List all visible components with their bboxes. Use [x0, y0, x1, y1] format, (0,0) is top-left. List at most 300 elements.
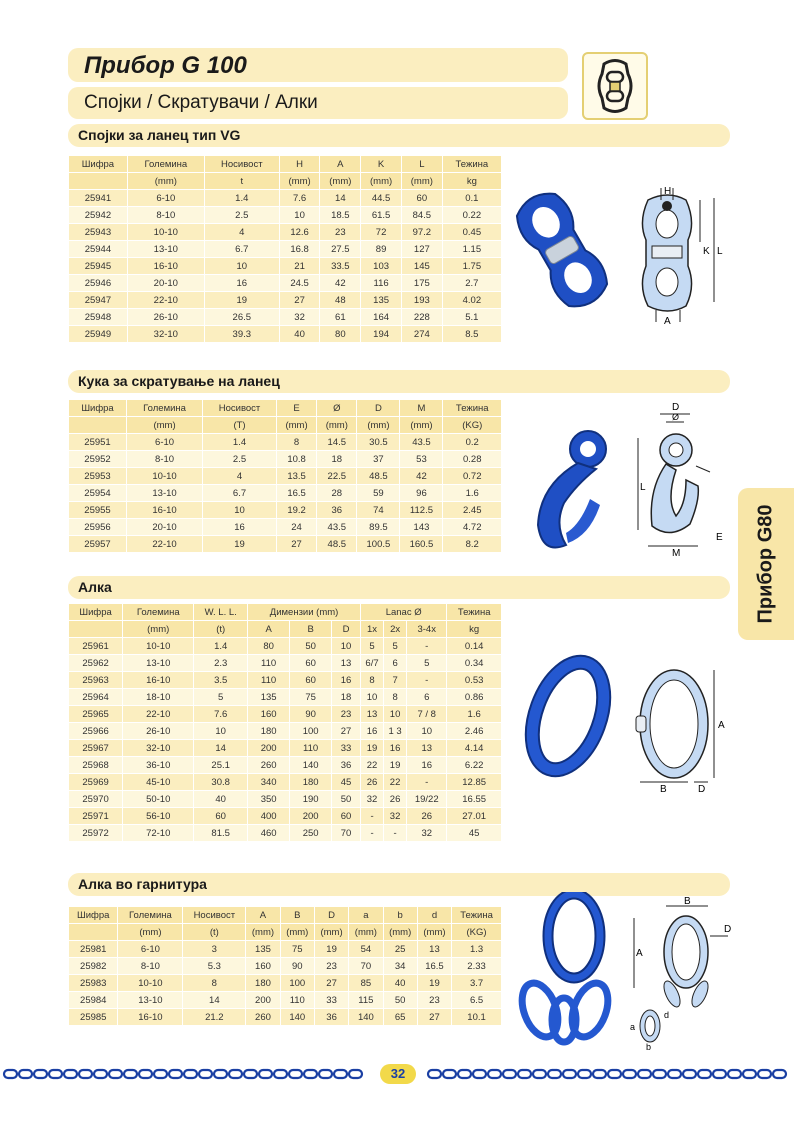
chain-link — [79, 1070, 92, 1078]
table-cell: 16.5 — [276, 485, 316, 502]
side-tab-label: Прибор G80 — [754, 504, 777, 624]
table-cell: 25944 — [69, 241, 128, 258]
table-cell: 3 — [183, 941, 246, 958]
col-unit: (mm) — [280, 924, 314, 941]
set-spec-table — [68, 906, 502, 1026]
table-cell: 27.5 — [320, 241, 361, 258]
table-cell: 175 — [401, 275, 442, 292]
dim-label-k: K — [703, 246, 710, 257]
table-cell: 89.5 — [357, 519, 400, 536]
col-header: W. L. L. — [194, 604, 248, 621]
table-cell: 460 — [248, 825, 290, 842]
section-header-hook — [68, 370, 730, 393]
table-cell: 45-10 — [123, 774, 194, 791]
table-cell: 6.7 — [204, 241, 279, 258]
table-cell: 25953 — [69, 468, 127, 485]
table-cell: 13 — [417, 941, 451, 958]
table-cell: 40 — [194, 791, 248, 808]
table-row — [69, 808, 502, 825]
table-cell: 25968 — [69, 757, 123, 774]
col-header: Димензии (mm) — [248, 604, 361, 621]
col-header: Шифра — [69, 604, 123, 621]
col-header: Големина — [118, 907, 183, 924]
dim-label-a: A — [718, 720, 725, 731]
table-cell: 32 — [279, 309, 320, 326]
table-cell: 90 — [280, 958, 314, 975]
table-cell: 127 — [401, 241, 442, 258]
table-cell: 10 — [203, 502, 277, 519]
col-unit: (mm) — [400, 417, 443, 434]
table-cell: 14 — [183, 992, 246, 1009]
chain-link — [349, 1070, 362, 1078]
table-cell: 97.2 — [401, 224, 442, 241]
table-cell: 25951 — [69, 434, 127, 451]
col-header: b — [383, 907, 417, 924]
table-cell: 43.5 — [400, 434, 443, 451]
table-cell: 19/22 — [407, 791, 447, 808]
table-row — [69, 190, 502, 207]
table-cell: 25 — [383, 941, 417, 958]
table-cell: 10 — [194, 723, 248, 740]
table-cell: 0.14 — [447, 638, 502, 655]
page-subtitle: Спојки / Скратувачи / Алки — [84, 92, 318, 113]
table-cell: 25.1 — [194, 757, 248, 774]
table-cell: 1.6 — [443, 485, 502, 502]
table-cell: 36 — [314, 1009, 348, 1026]
table-cell: 12.85 — [447, 774, 502, 791]
chain-link — [623, 1070, 636, 1078]
table-cell: 24 — [276, 519, 316, 536]
chain-link — [563, 1070, 576, 1078]
table-cell: 61.5 — [361, 207, 402, 224]
col-header: B — [280, 907, 314, 924]
table-cell: 4.02 — [442, 292, 501, 309]
table-cell: - — [361, 825, 384, 842]
table-cell: 140 — [349, 1009, 383, 1026]
table-cell: 27 — [279, 292, 320, 309]
table-cell: 25941 — [69, 190, 128, 207]
chain-link — [653, 1070, 666, 1078]
section-title: Алка — [78, 579, 112, 595]
table-cell: 16 — [203, 519, 277, 536]
table-row — [69, 326, 502, 343]
table-cell: 60 — [401, 190, 442, 207]
col-unit: (mm) — [118, 924, 183, 941]
table-cell: 18.5 — [320, 207, 361, 224]
section-header-link — [68, 576, 730, 599]
chain-link — [743, 1070, 756, 1078]
table-cell: 4.72 — [443, 519, 502, 536]
table-cell: 100.5 — [357, 536, 400, 553]
chain-link — [244, 1070, 257, 1078]
table-cell: 25946 — [69, 275, 128, 292]
table-cell: 14.5 — [317, 434, 357, 451]
col-unit: (mm) — [123, 621, 194, 638]
table-row — [69, 309, 502, 326]
col-header: Тежина — [447, 604, 502, 621]
col-unit: (mm) — [314, 924, 348, 941]
table-cell: 5.1 — [442, 309, 501, 326]
chain-link — [473, 1070, 486, 1078]
table-row — [69, 774, 502, 791]
chain-link — [698, 1070, 711, 1078]
table-cell: 13 — [361, 706, 384, 723]
table-cell: 48 — [320, 292, 361, 309]
table-row — [69, 1009, 502, 1026]
table-row — [69, 519, 502, 536]
table-cell: 2.5 — [203, 451, 277, 468]
chain-link — [668, 1070, 681, 1078]
col-unit: (mm) — [349, 924, 383, 941]
table-cell: 2.46 — [447, 723, 502, 740]
table-cell: 18 — [317, 451, 357, 468]
table-cell: 5 — [194, 689, 248, 706]
table-row — [69, 224, 502, 241]
table-cell: 65 — [383, 1009, 417, 1026]
vg-technical-diagram — [628, 182, 732, 330]
table-cell: 13-10 — [123, 655, 194, 672]
table-cell: 89 — [361, 241, 402, 258]
table-cell: 180 — [248, 723, 290, 740]
table-row — [69, 791, 502, 808]
table-row — [69, 451, 502, 468]
table-cell: 2.5 — [204, 207, 279, 224]
table-cell: 32 — [361, 791, 384, 808]
dim-label-l: L — [717, 246, 723, 257]
col-unit: (mm) — [383, 924, 417, 941]
table-row — [69, 536, 502, 553]
col-unit: (mm) — [276, 417, 316, 434]
table-cell: 25962 — [69, 655, 123, 672]
table-cell: 8-10 — [118, 958, 183, 975]
table-cell: 1.4 — [203, 434, 277, 451]
col-header: D — [357, 400, 400, 417]
table-cell: 19 — [417, 975, 451, 992]
table-cell: 59 — [357, 485, 400, 502]
table-cell: 7 — [384, 672, 407, 689]
col-unit: (mm) — [357, 417, 400, 434]
table-cell: 8 — [276, 434, 316, 451]
table-cell: 1 3 — [384, 723, 407, 740]
table-cell: 0.1 — [442, 190, 501, 207]
col-header: Тежина — [452, 907, 502, 924]
table-cell: 26 — [384, 791, 407, 808]
dim-label-l: L — [640, 482, 646, 493]
dim-label-d: D — [672, 402, 680, 413]
table-cell: 0.72 — [443, 468, 502, 485]
table-cell: 81.5 — [194, 825, 248, 842]
table-cell: - — [407, 638, 447, 655]
table-cell: 6.7 — [203, 485, 277, 502]
chain-link — [304, 1070, 317, 1078]
table-cell: 1.15 — [442, 241, 501, 258]
table-cell: 27.01 — [447, 808, 502, 825]
table-cell: 4.14 — [447, 740, 502, 757]
table-cell: 85 — [349, 975, 383, 992]
link-technical-diagram — [628, 664, 732, 798]
table-cell: 200 — [248, 740, 290, 757]
dim-label-e: E — [716, 532, 723, 543]
chain-link — [34, 1070, 47, 1078]
col-unit: (mm) — [279, 173, 320, 190]
chain-link — [593, 1070, 606, 1078]
col-unit: (mm) — [417, 924, 451, 941]
col-header: Шифра — [69, 156, 128, 173]
table-cell: 8 — [183, 975, 246, 992]
table-cell: 61 — [320, 309, 361, 326]
table-cell: 18 — [332, 689, 361, 706]
table-cell: 260 — [246, 1009, 280, 1026]
table-row — [69, 292, 502, 309]
col-unit: 1x — [361, 621, 384, 638]
col-header: Шифра — [69, 907, 118, 924]
table-cell: 43.5 — [317, 519, 357, 536]
table-cell: 32-10 — [123, 740, 194, 757]
table-cell: 1.6 — [447, 706, 502, 723]
chain-link — [578, 1070, 591, 1078]
table-cell: 0.86 — [447, 689, 502, 706]
table-cell: 25981 — [69, 941, 118, 958]
table-cell: 36 — [317, 502, 357, 519]
table-cell: 10 — [332, 638, 361, 655]
chain-link — [94, 1070, 107, 1078]
table-cell: 250 — [290, 825, 332, 842]
table-cell: - — [361, 808, 384, 825]
table-cell: 13 — [332, 655, 361, 672]
table-cell: 44.5 — [361, 190, 402, 207]
table-cell: 10.8 — [276, 451, 316, 468]
table-cell: 0.22 — [442, 207, 501, 224]
table-cell: 34 — [383, 958, 417, 975]
table-row — [69, 672, 502, 689]
table-cell: - — [407, 672, 447, 689]
link-spec-table — [68, 603, 502, 842]
table-cell: 112.5 — [400, 502, 443, 519]
table-cell: 26-10 — [127, 309, 204, 326]
page-title-bar — [68, 48, 568, 82]
table-cell: 10-10 — [123, 638, 194, 655]
table-cell: 180 — [246, 975, 280, 992]
table-cell: 19 — [361, 740, 384, 757]
table-cell: 16 — [332, 672, 361, 689]
table-cell: 143 — [400, 519, 443, 536]
table-row — [69, 958, 502, 975]
col-unit: (mm) — [246, 924, 280, 941]
table-cell: 25965 — [69, 706, 123, 723]
table-row — [69, 740, 502, 757]
table-cell: 16 — [384, 740, 407, 757]
table-cell: 116 — [361, 275, 402, 292]
chain-link — [503, 1070, 516, 1078]
table-cell: 22.5 — [317, 468, 357, 485]
col-unit — [69, 417, 127, 434]
table-cell: 26 — [407, 808, 447, 825]
table-cell: 16-10 — [123, 672, 194, 689]
chain-link — [139, 1070, 152, 1078]
table-cell: 0.45 — [442, 224, 501, 241]
table-cell: 32 — [384, 808, 407, 825]
table-cell: 110 — [248, 655, 290, 672]
dim-label-a: A — [636, 948, 643, 959]
table-cell: 30.5 — [357, 434, 400, 451]
table-cell: 0.53 — [447, 672, 502, 689]
table-cell: 110 — [280, 992, 314, 1009]
table-cell: 42 — [320, 275, 361, 292]
vg-spec-table — [68, 155, 502, 343]
table-cell: 10 — [407, 723, 447, 740]
col-unit: kg — [447, 621, 502, 638]
table-cell: 0.28 — [443, 451, 502, 468]
table-cell: 48.5 — [317, 536, 357, 553]
chain-link — [608, 1070, 621, 1078]
table-cell: 25972 — [69, 825, 123, 842]
table-cell: 25970 — [69, 791, 123, 808]
table-cell: 60 — [332, 808, 361, 825]
table-cell: 70 — [349, 958, 383, 975]
table-cell: 14 — [320, 190, 361, 207]
dim-label-m: M — [672, 548, 681, 558]
table-cell: 70 — [332, 825, 361, 842]
table-cell: 23 — [314, 958, 348, 975]
table-cell: 50 — [290, 638, 332, 655]
table-cell: 25963 — [69, 672, 123, 689]
chain-link — [728, 1070, 741, 1078]
table-cell: 25948 — [69, 309, 128, 326]
table-cell: 72 — [361, 224, 402, 241]
table-cell: 26.5 — [204, 309, 279, 326]
table-cell: 56-10 — [123, 808, 194, 825]
col-unit: (KG) — [452, 924, 502, 941]
table-cell: 4 — [203, 468, 277, 485]
table-cell: 10 — [361, 689, 384, 706]
chain-link — [319, 1070, 332, 1078]
chain-icon — [0, 1068, 372, 1080]
table-row — [69, 485, 502, 502]
table-cell: 22-10 — [123, 706, 194, 723]
table-cell: 25967 — [69, 740, 123, 757]
col-unit: D — [332, 621, 361, 638]
table-cell: 50 — [383, 992, 417, 1009]
connecting-link-logo-icon — [582, 52, 648, 120]
table-cell: 13-10 — [127, 485, 203, 502]
dim-label-b-small: b — [646, 1042, 652, 1052]
table-cell: - — [407, 774, 447, 791]
chain-link — [289, 1070, 302, 1078]
table-cell: 27 — [314, 975, 348, 992]
table-cell: 25954 — [69, 485, 127, 502]
table-cell: 25983 — [69, 975, 118, 992]
col-header: a — [349, 907, 383, 924]
table-cell: 13 — [407, 740, 447, 757]
table-cell: 74 — [357, 502, 400, 519]
table-cell: 21 — [279, 258, 320, 275]
table-cell: 7.6 — [194, 706, 248, 723]
col-unit: (t) — [183, 924, 246, 941]
table-row — [69, 706, 502, 723]
table-cell: 25949 — [69, 326, 128, 343]
table-cell: 135 — [361, 292, 402, 309]
col-unit: 2x — [384, 621, 407, 638]
table-row — [69, 941, 502, 958]
chain-link — [19, 1070, 32, 1078]
table-cell: 25942 — [69, 207, 128, 224]
table-cell: 33 — [314, 992, 348, 1009]
col-header: A — [246, 907, 280, 924]
col-unit: (mm) — [401, 173, 442, 190]
table-cell: 75 — [280, 941, 314, 958]
table-cell: 25943 — [69, 224, 128, 241]
table-cell: 50 — [332, 791, 361, 808]
table-row — [69, 207, 502, 224]
chain-link — [458, 1070, 471, 1078]
table-cell: 160.5 — [400, 536, 443, 553]
table-cell: 7.6 — [279, 190, 320, 207]
table-cell: 16.5 — [417, 958, 451, 975]
table-row — [69, 502, 502, 519]
table-cell: 25966 — [69, 723, 123, 740]
col-header: Големина — [123, 604, 194, 621]
chain-link — [169, 1070, 182, 1078]
dim-label-b: B — [684, 896, 691, 907]
chain-link — [4, 1070, 17, 1078]
table-cell: 160 — [248, 706, 290, 723]
table-cell: 25955 — [69, 502, 127, 519]
table-cell: 160 — [246, 958, 280, 975]
table-cell: 25982 — [69, 958, 118, 975]
table-cell: 53 — [400, 451, 443, 468]
table-cell: 16.55 — [447, 791, 502, 808]
table-cell: 48.5 — [357, 468, 400, 485]
chain-link — [124, 1070, 137, 1078]
chain-link — [428, 1070, 441, 1078]
chain-link — [49, 1070, 62, 1078]
table-cell: 16 — [361, 723, 384, 740]
table-cell: 1.75 — [442, 258, 501, 275]
table-cell: - — [384, 825, 407, 842]
table-cell: 140 — [290, 757, 332, 774]
table-cell: 75 — [290, 689, 332, 706]
table-cell: 40 — [279, 326, 320, 343]
table-cell: 13.5 — [276, 468, 316, 485]
table-row — [69, 434, 502, 451]
col-unit: t — [204, 173, 279, 190]
table-cell: 32 — [407, 825, 447, 842]
table-cell: 6 — [407, 689, 447, 706]
section-title: Алка во гарнитура — [78, 876, 207, 892]
col-header: H — [279, 156, 320, 173]
table-cell: 100 — [280, 975, 314, 992]
section-title: Кука за скратување на ланец — [78, 373, 280, 389]
table-cell: 115 — [349, 992, 383, 1009]
table-cell: 14 — [194, 740, 248, 757]
side-tab-category — [738, 488, 794, 640]
table-cell: 3.7 — [452, 975, 502, 992]
table-row — [69, 468, 502, 485]
table-cell: 140 — [280, 1009, 314, 1026]
table-cell: 4 — [204, 224, 279, 241]
table-row — [69, 275, 502, 292]
table-cell: 96 — [400, 485, 443, 502]
chain-link — [109, 1070, 122, 1078]
table-cell: 21.2 — [183, 1009, 246, 1026]
col-header: d — [417, 907, 451, 924]
table-cell: 13-10 — [127, 241, 204, 258]
table-cell: 25947 — [69, 292, 128, 309]
table-cell: 1.4 — [204, 190, 279, 207]
col-unit — [69, 621, 123, 638]
table-cell: 22 — [384, 774, 407, 791]
table-cell: 2.33 — [452, 958, 502, 975]
